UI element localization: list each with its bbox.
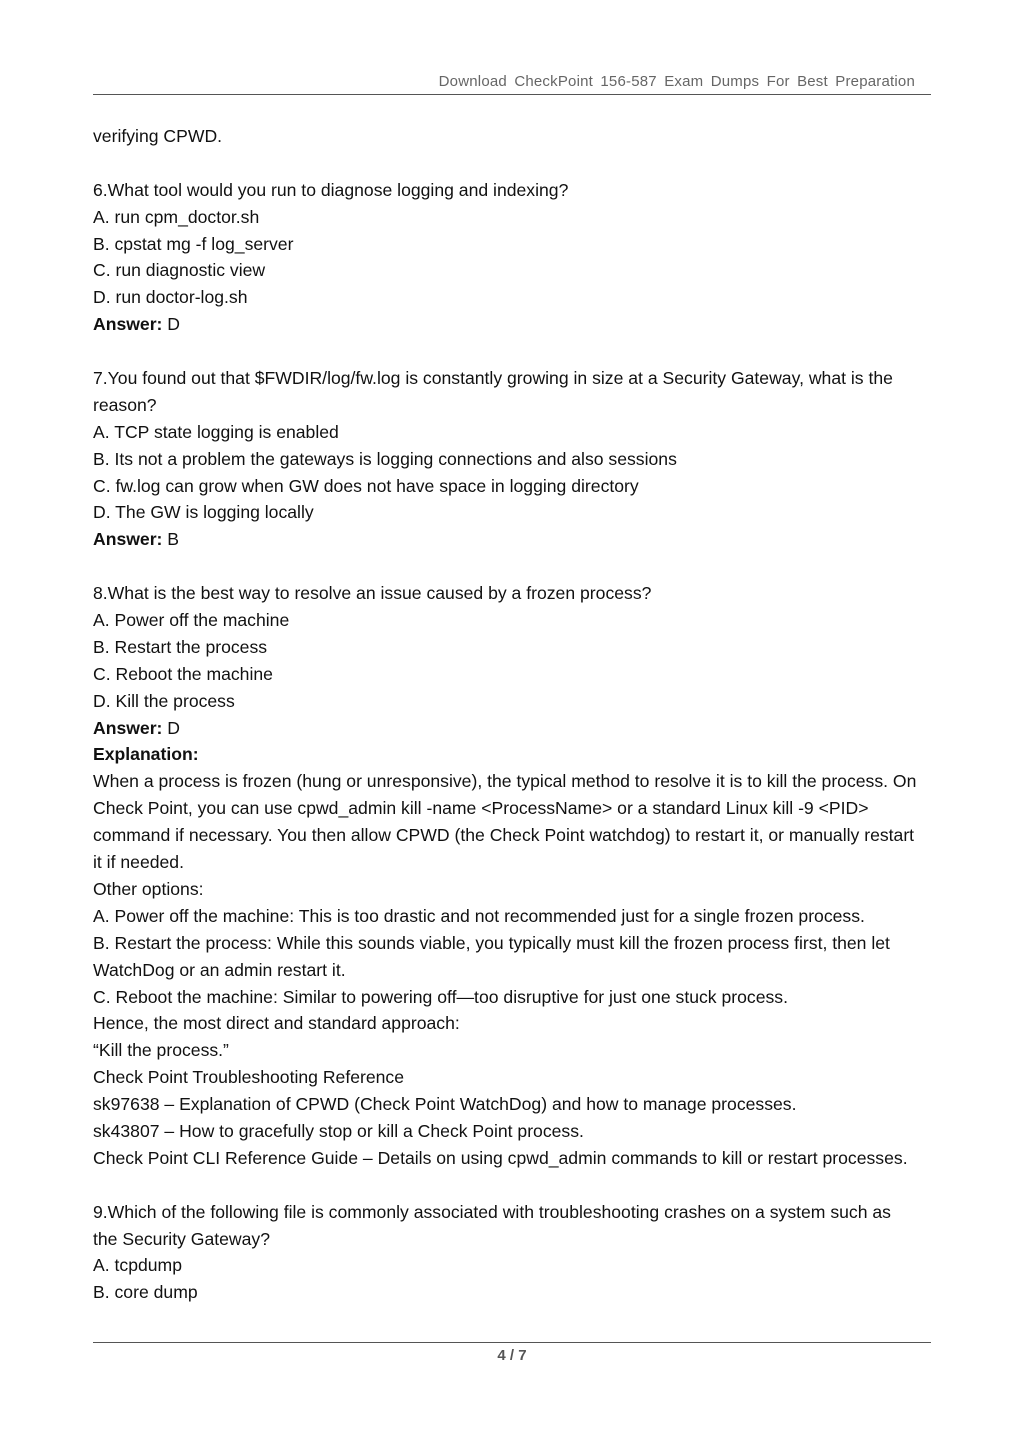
question-9-text-line1: 9.Which of the following file is commonly associated with troubleshooting crashes on a system such as (93, 1201, 891, 1222)
explanation-label: Explanation: (93, 744, 199, 765)
question-7-option-d: D. The GW is logging locally (93, 502, 314, 523)
intro-text: verifying CPWD. (93, 126, 223, 146)
question-8-answer (93, 715, 938, 742)
page-content (93, 123, 938, 1306)
question-8-option-d: D. Kill the process (93, 690, 235, 711)
answer-label: Answer: (93, 529, 163, 550)
question-6-text: 6.What tool would you run to diagnose logging and indexing? (93, 179, 569, 200)
page-number: 4 / 7 (497, 1347, 527, 1364)
question-9-text-line2: the Security Gateway? (93, 1228, 271, 1249)
explanation-line: it if needed. (93, 852, 184, 873)
answer-label: Answer: (93, 314, 163, 335)
explanation-line: WatchDog or an admin restart it. (93, 959, 346, 980)
explanation-line: sk43807 – How to gracefully stop or kill a Check Point process. (93, 1120, 584, 1141)
explanation-line: Check Point Troubleshooting Reference (93, 1067, 405, 1088)
explanation-line: “Kill the process.” (93, 1040, 229, 1061)
question-7-text-line1: 7.You found out that $FWDIR/log/fw.log is constantly growing in size at a Security Gateway, what is the (93, 368, 893, 389)
question-9-option-b: B. core dump (93, 1282, 198, 1303)
spacer (93, 150, 938, 177)
question-6-option-c: C. run diagnostic view (93, 260, 266, 281)
question-8-text: 8.What is the best way to resolve an issue caused by a frozen process? (93, 583, 652, 604)
question-7-option-a: A. TCP state logging is enabled (93, 421, 339, 442)
explanation-line: command if necessary. You then allow CPWD (the Check Point watchdog) to restart it, or manually restart (93, 825, 915, 846)
explanation-line: B. Restart the process: While this sounds viable, you typically must kill the frozen process first, then let (93, 932, 890, 953)
header-title: Download CheckPoint 156-587 Exam Dumps For Best Preparation (438, 73, 915, 90)
spacer (93, 1172, 938, 1199)
explanation-line: When a process is frozen (hung or unresponsive), the typical method to resolve it is to kill the process. On (93, 771, 917, 792)
spacer (93, 553, 938, 580)
answer-value: D (162, 717, 181, 738)
question-8-option-a: A. Power off the machine (93, 610, 290, 631)
question-7-option-b: B. Its not a problem the gateways is logging connections and also sessions (93, 448, 677, 469)
question-7-option-c: C. fw.log can grow when GW does not have space in logging directory (93, 475, 639, 496)
answer-label: Answer: (93, 717, 163, 738)
spacer (93, 338, 938, 365)
explanation-line: Other options: (93, 878, 204, 899)
question-8-option-c: C. Reboot the machine (93, 663, 273, 684)
answer-value: D (162, 314, 181, 335)
explanation-line: A. Power off the machine: This is too drastic and not recommended just for a single frozen process. (93, 905, 865, 926)
question-7-text-line2: reason? (93, 394, 157, 415)
explanation-line: Hence, the most direct and standard approach: (93, 1013, 460, 1034)
explanation-line: Check Point CLI Reference Guide – Details on using cpwd_admin commands to kill or restart processes. (93, 1147, 908, 1168)
answer-value: B (162, 529, 180, 550)
page-header (93, 72, 931, 95)
question-6-option-a: A. run cpm_doctor.sh (93, 206, 260, 227)
page-footer (93, 1342, 931, 1364)
question-8-option-b: B. Restart the process (93, 636, 268, 657)
explanation-line: Check Point, you can use cpwd_admin kill -name <ProcessName> or a standard Linux kill -9 <PID> (93, 798, 869, 819)
question-6-answer (93, 311, 938, 338)
question-9-option-a: A. tcpdump (93, 1255, 182, 1276)
question-7-answer (93, 526, 938, 553)
explanation-line: C. Reboot the machine: Similar to powering off—too disruptive for just one stuck process. (93, 986, 788, 1007)
question-6-option-b: B. cpstat mg -f log_server (93, 233, 294, 254)
explanation-line: sk97638 – Explanation of CPWD (Check Point WatchDog) and how to manage processes. (93, 1094, 797, 1115)
question-6-option-d: D. run doctor-log.sh (93, 287, 248, 308)
